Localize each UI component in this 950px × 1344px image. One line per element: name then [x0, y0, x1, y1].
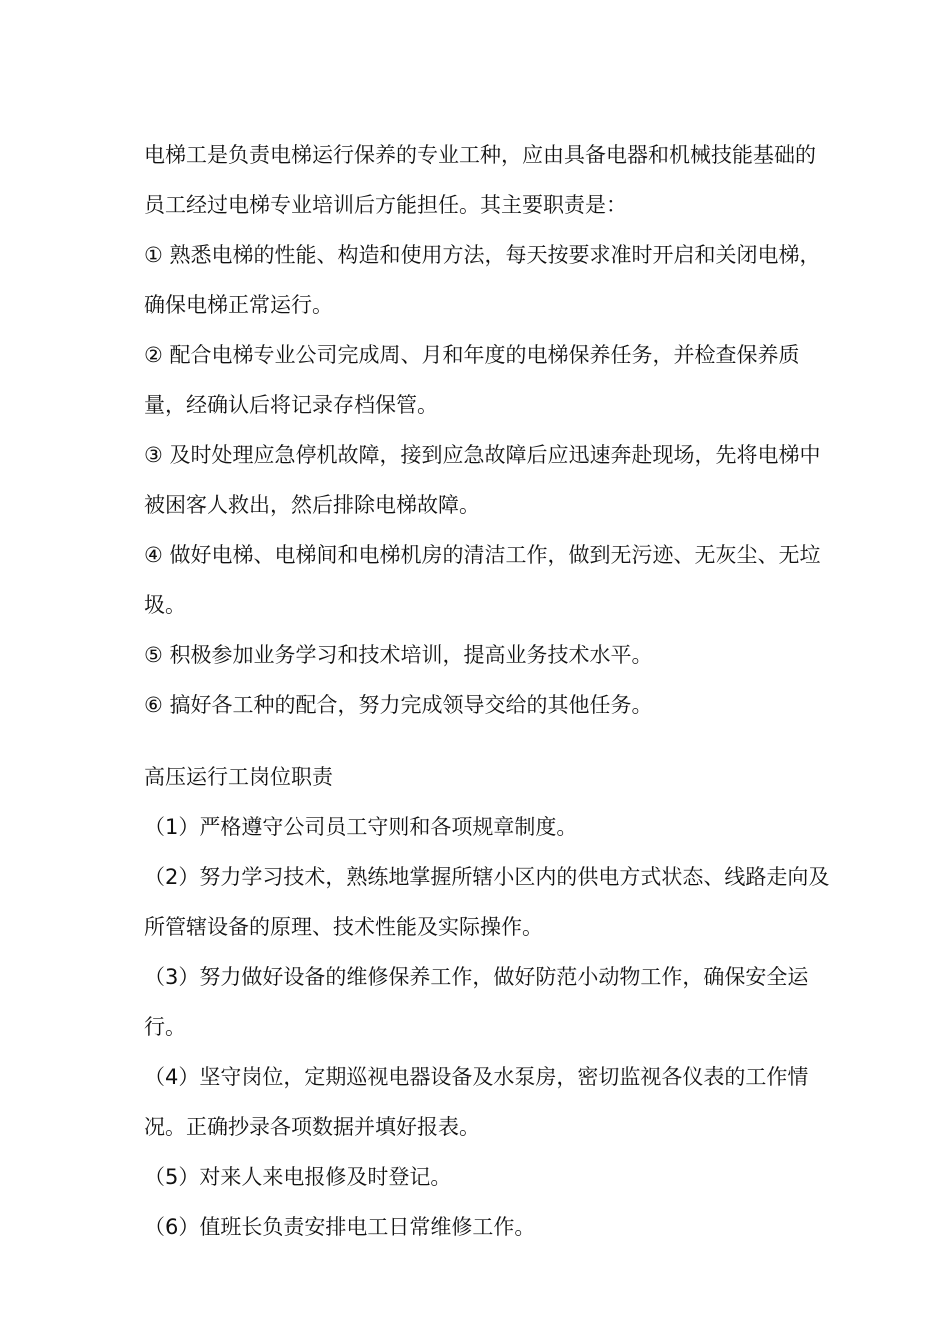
section2-item-3: （3）努力做好设备的维修保养工作，做好防范小动物工作，确保安全运行。 [144, 965, 809, 1039]
section1-item-5: ⑤ 积极参加业务学习和技术培训，提高业务技术水平。 [144, 643, 653, 667]
section1-item-3: ③ 及时处理应急停机故障，接到应急故障后应迅速奔赴现场，先将电梯中被困客人救出，然后排除电梯故障。 [144, 443, 821, 517]
section1-item-6: ⑥ 搞好各工种的配合，努力完成领导交给的其他任务。 [144, 693, 653, 717]
section2-item-4: （4）坚守岗位，定期巡视电器设备及水泵房，密切监视各仪表的工作情况。正确抄录各项数据并填好报表。 [144, 1065, 809, 1139]
section1-intro: 电梯工是负责电梯运行保养的专业工种，应由具备电器和机械技能基础的员工经过电梯专业培训后方能担任。其主要职责是： [144, 143, 816, 217]
section2-item-1: （1）严格遵守公司员工守则和各项规章制度。 [144, 815, 578, 839]
section1-item-2: ② 配合电梯专业公司完成周、月和年度的电梯保养任务，并检查保养质量，经确认后将记录存档保管。 [144, 343, 800, 417]
document-body [144, 130, 834, 1252]
section-spacer [144, 730, 834, 752]
section2-item-2: （2）努力学习技术，熟练地掌握所辖小区内的供电方式状态、线路走向及所管辖设备的原理、技术性能及实际操作。 [144, 865, 830, 939]
section1-item-1: ① 熟悉电梯的性能、构造和使用方法，每天按要求准时开启和关闭电梯，确保电梯正常运行。 [144, 243, 821, 317]
section2-item-5: （5）对来人来电报修及时登记。 [144, 1165, 452, 1189]
section1-item-4: ④ 做好电梯、电梯间和电梯机房的清洁工作，做到无污迹、无灰尘、无垃圾。 [144, 543, 821, 617]
section2-title: 高压运行工岗位职责 [144, 765, 333, 789]
section2-item-6: （6）值班长负责安排电工日常维修工作。 [144, 1215, 536, 1239]
